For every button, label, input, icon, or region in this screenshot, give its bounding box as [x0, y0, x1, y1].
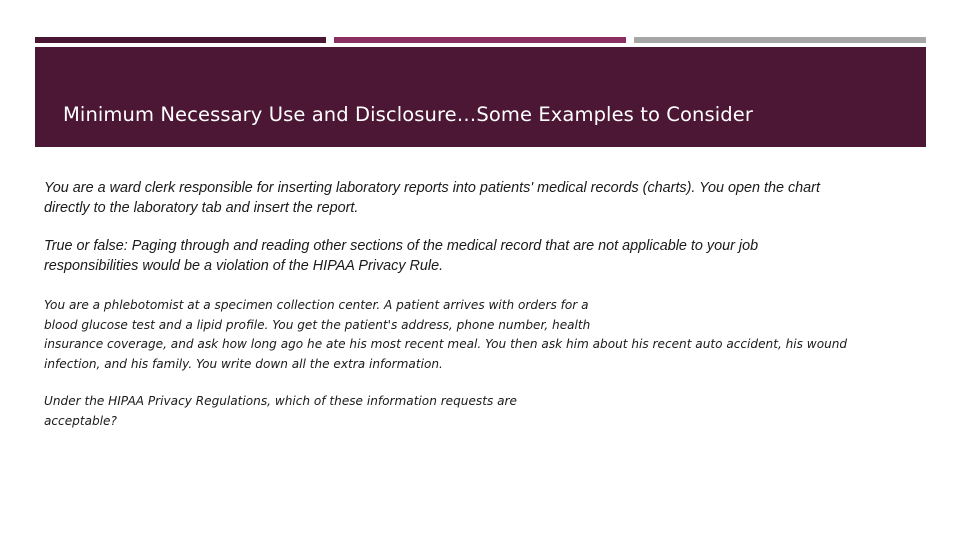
paragraph-line: You are a phlebotomist at a specimen collection center. A patient arrives with orders for a	[44, 298, 589, 312]
paragraph-line: True or false: Paging through and reading other sections of the medical record that are not applicable to your job	[44, 238, 759, 254]
top-accent-bar-dark	[35, 37, 326, 43]
title-band	[35, 47, 926, 147]
paragraph-line: infection, and his family. You write down all the extra information.	[44, 356, 443, 371]
paragraph-line: insurance coverage, and ask how long ago he ate his most recent meal. You then ask him about his recent auto accident, his wound	[44, 337, 848, 351]
paragraph-true-or-false	[44, 236, 924, 276]
top-accent-bar-magenta	[334, 37, 626, 43]
paragraph-line: blood glucose test and a lipid profile. You get the patient's address, phone number, health	[44, 317, 591, 332]
paragraph-line: You are a ward clerk responsible for inserting laboratory reports into patients' medical records (charts). You open the chart	[44, 180, 820, 196]
paragraph-line: directly to the laboratory tab and insert the report.	[44, 200, 359, 216]
top-accent-bar-gray	[634, 37, 926, 43]
paragraph-ward-clerk	[44, 178, 924, 218]
paragraph-line: Under the HIPAA Privacy Regulations, which of these information requests are	[44, 394, 517, 408]
slide-title: Minimum Necessary Use and Disclosure…Some Examples to Consider	[63, 103, 753, 126]
paragraph-question	[44, 392, 517, 431]
paragraph-line: responsibilities would be a violation of the HIPAA Privacy Rule.	[44, 258, 444, 274]
paragraph-line: acceptable?	[44, 413, 117, 428]
paragraph-phlebotomist	[44, 296, 847, 374]
